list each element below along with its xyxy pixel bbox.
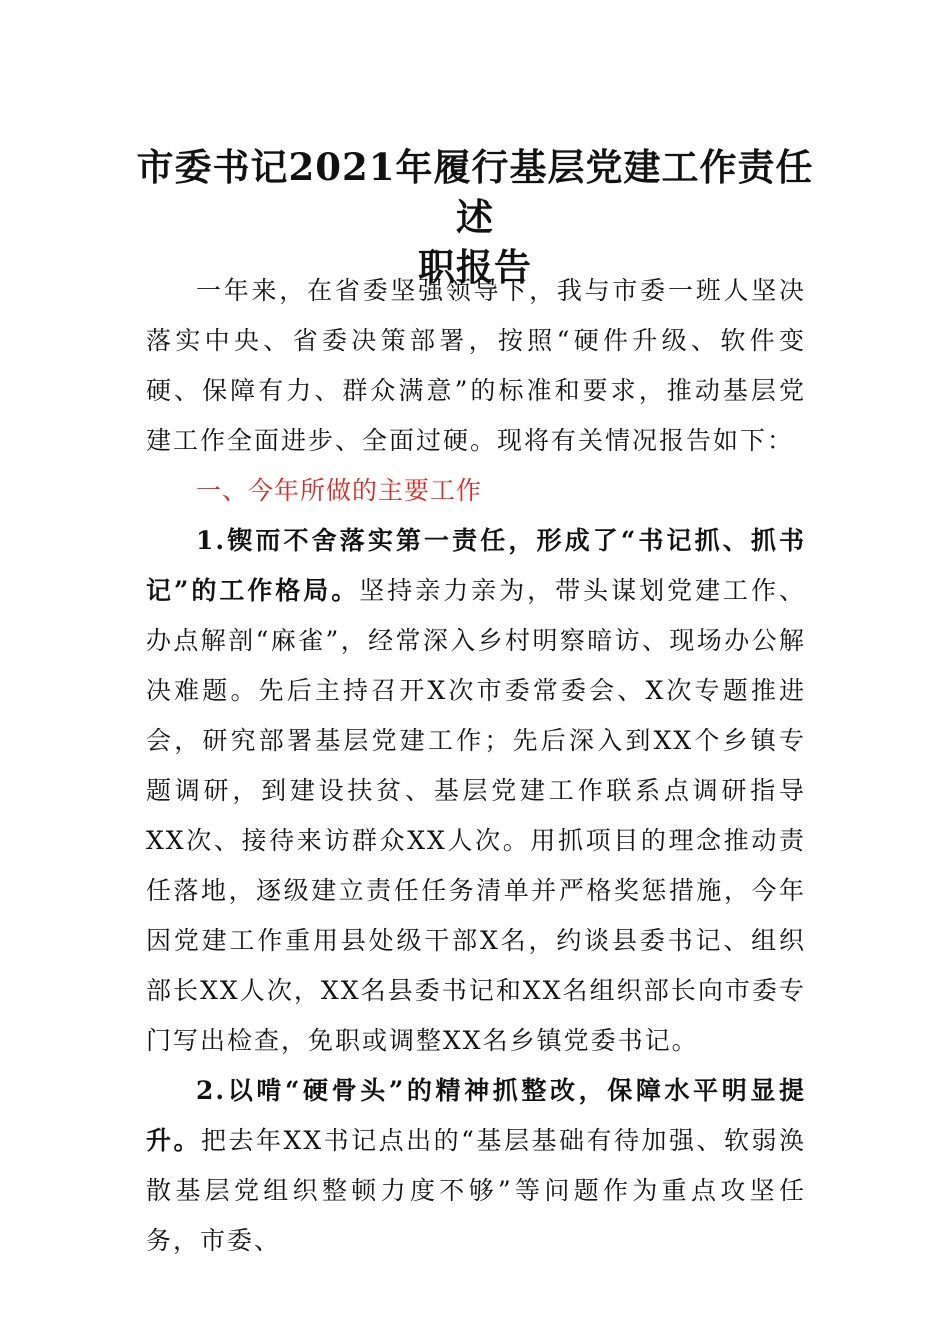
item-2-lead: 2.以啃“硬骨头”的精神抓整改，保障水平明显提升。 xyxy=(146,1076,806,1155)
item-2-paragraph xyxy=(146,1066,806,1266)
item-1-paragraph xyxy=(146,516,806,1066)
section-heading: 一、今年所做的主要工作 xyxy=(196,476,483,505)
title-line-1: 市委书记2021年履行基层党建工作责任述 xyxy=(136,145,814,239)
item-2-body: 把去年XX书记点出的“基层基础有待加强、软弱涣散基层党组织整顿力度不够”等问题作为重点攻坚任务，市委、 xyxy=(146,1126,806,1255)
title-line-2: 职报告 xyxy=(418,245,532,289)
item-1-body: 坚持亲力亲为，带头谋划党建工作、办点解剖“麻雀”，经常深入乡村明察暗访、现场办公解决难题。先后主持召开X次市委常委会、X次专题推进会，研究部署基层党建工作；先后深入到XX个乡镇专题调研，到建设扶贫、基层党建工作联系点调研指导XX次、接待来访群众XX人次。用抓项目的理念推动责任落地，逐级建立责任任务清单并严格奖惩措施，今年因党建工作重用县处级干部X名，约谈县委书记、组织部长XX人次，XX名县委书记和XX名组织部长向市委专门写出检查，免职或调整XX名乡镇党委书记。 xyxy=(146,576,806,1055)
intro-paragraph: 一年来，在省委坚强领导下，我与市委一班人坚决落实中央、省委决策部署，按照“硬件升级、软件变硬、保障有力、群众满意”的标准和要求，推动基层党建工作全面进步、全面过硬。现将有关情况报告如下： xyxy=(146,276,806,455)
document-body xyxy=(146,266,806,1266)
item-1-lead: 1.锲而不舍落实第一责任，形成了“书记抓、抓书记”的工作格局。 xyxy=(146,526,806,605)
